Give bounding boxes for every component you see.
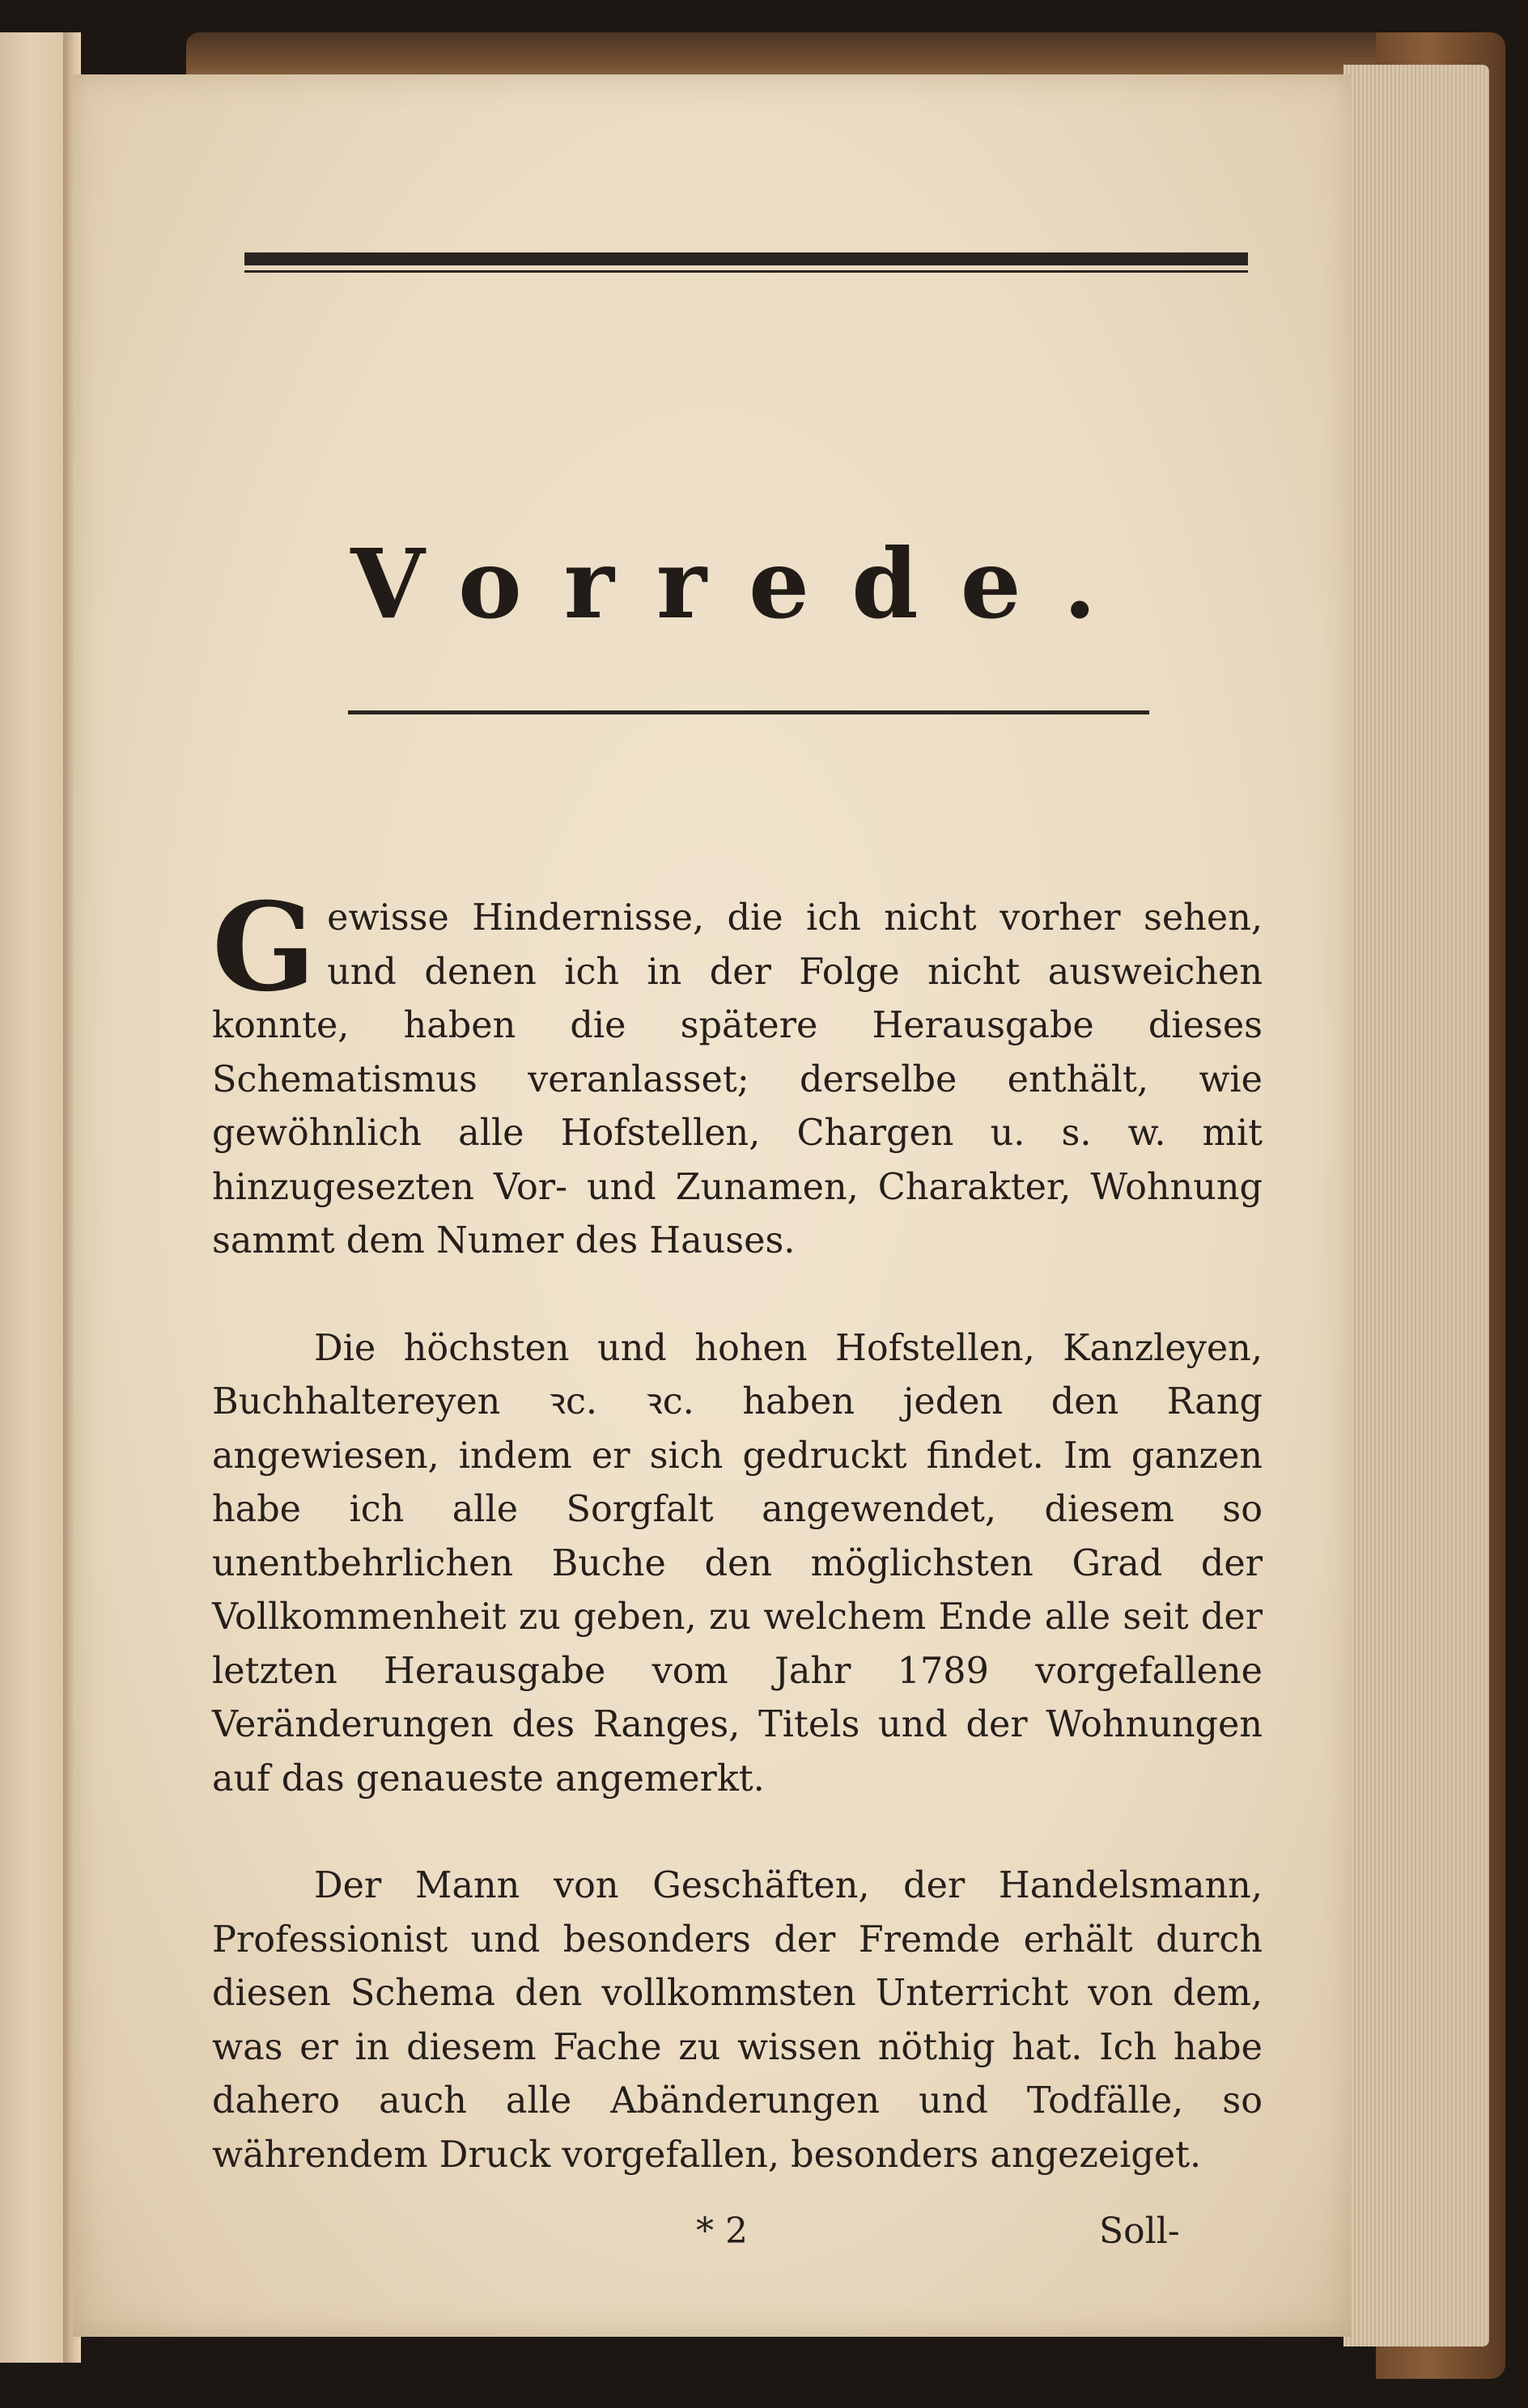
paragraph-2: Die höchsten und hohen Hofstellen, Kanzleyen, Buchhaltereyen ꝛc. ꝛc. haben jeden den Rang angewiesen, indem er sich gedruckt findet. Im ganzen habe ich alle Sorgfalt angewendet, diesem so unentbehrlichen Buche den möglichsten Grad der Vollkommenheit zu geben, zu welchem Ende alle seit der letzten Herausgabe vom Jahr 1789 vorgefallene Veränderungen des Ranges, Titels und der Wohnungen auf das genaueste angemerkt. [212,1327,1263,1800]
page-edges [1343,65,1489,2347]
body-text [212,876,1263,2182]
printed-page [73,74,1352,2337]
signature-mark: * 2 [696,2211,748,2252]
paragraph-1 [212,876,1263,1269]
paragraph-3: Der Mann von Geschäften, der Handelsmann, Professionist und besonders der Fremde erhält durch diesen Schema den vollkommsten Unterricht von dem, was er in diesem Fache zu wissen nöthig hat. Ich habe dahero auch alle Abänderungen und Todfälle, so währendem Druck vorgefallen, besonders angezeiget. [212,1865,1263,2176]
drop-cap: G [212,876,316,1019]
heading-rule [348,710,1149,714]
top-double-rule [244,252,1248,265]
catchword: Soll- [1099,2211,1180,2252]
page-footer [73,2211,1416,2259]
paragraph-1-text: ewisse Hindernisse, die ich nicht vorher sehen, und denen ich in der Folge nicht ausweichen konnte, haben die spätere Herausgabe dieses Schematismus veranlasset; derselbe enthält, wie gewöhnlich alle Hofstellen, Chargen u. s. w. mit hinzugesezten Vor- und Zunamen, Charakter, Wohnung sammt dem Numer des Hauses. [212,897,1263,1261]
page-heading: Vorrede. [350,528,1139,640]
